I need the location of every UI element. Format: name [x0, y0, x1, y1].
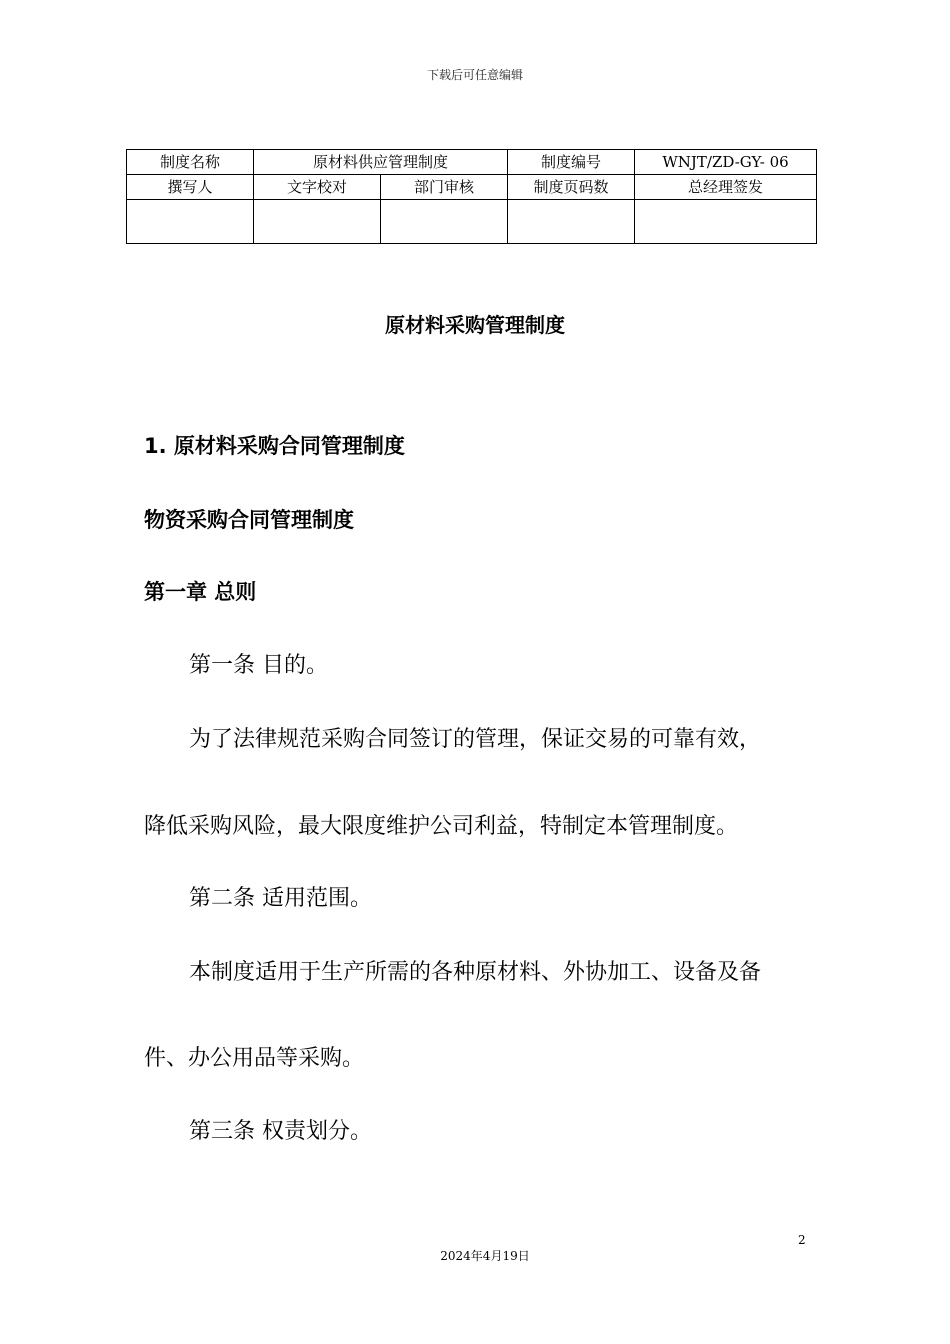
- footer-date: 2024年4月19日: [440, 1249, 530, 1263]
- article3-title: 第三条 权责划分。: [189, 1119, 372, 1144]
- article1-line1: 为了法律规范采购合同签订的管理，保证交易的可靠有效，: [189, 727, 762, 752]
- article2-line1: 本制度适用于生产所需的各种原材料、外协加工、设备及备: [189, 960, 762, 985]
- page-count-cell: 制度页码数: [508, 175, 635, 200]
- name-value-cell: 原材料供应管理制度: [254, 150, 508, 175]
- author-value-cell: [127, 200, 254, 244]
- page-count-value-cell: [508, 200, 635, 244]
- header-note: 下载后可任意编辑: [426, 68, 523, 82]
- article1-line2: 降低采购风险，最大限度维护公司利益，特制定本管理制度。: [144, 814, 739, 839]
- article1-title: 第一条 目的。: [189, 653, 328, 678]
- article2-line2: 件、办公用品等采购。: [144, 1046, 365, 1071]
- dept-review-value-cell: [381, 200, 508, 244]
- table-row: [127, 150, 817, 175]
- document-title: 原材料采购管理制度: [385, 313, 565, 337]
- proofread-value-cell: [254, 200, 381, 244]
- author-cell: 撰写人: [127, 175, 254, 200]
- table-row: [127, 175, 817, 200]
- code-label-cell: 制度编号: [508, 150, 635, 175]
- table-row: [127, 200, 817, 244]
- gm-sign-cell: 总经理签发: [635, 175, 817, 200]
- chapter-heading: 第一章 总则: [144, 580, 257, 604]
- article2-title: 第二条 适用范围。: [189, 886, 372, 911]
- document-info-table: [126, 149, 817, 244]
- gm-sign-value-cell: [635, 200, 817, 244]
- subtitle-heading: 物资采购合同管理制度: [144, 508, 354, 532]
- section-heading: 1. 原材料采购合同管理制度: [144, 434, 405, 458]
- page-number: 2: [798, 1233, 806, 1247]
- dept-review-cell: 部门审核: [381, 175, 508, 200]
- code-value-cell: WNJT/ZD-GY- 06: [635, 150, 817, 175]
- name-label-cell: 制度名称: [127, 150, 254, 175]
- proofread-cell: 文字校对: [254, 175, 381, 200]
